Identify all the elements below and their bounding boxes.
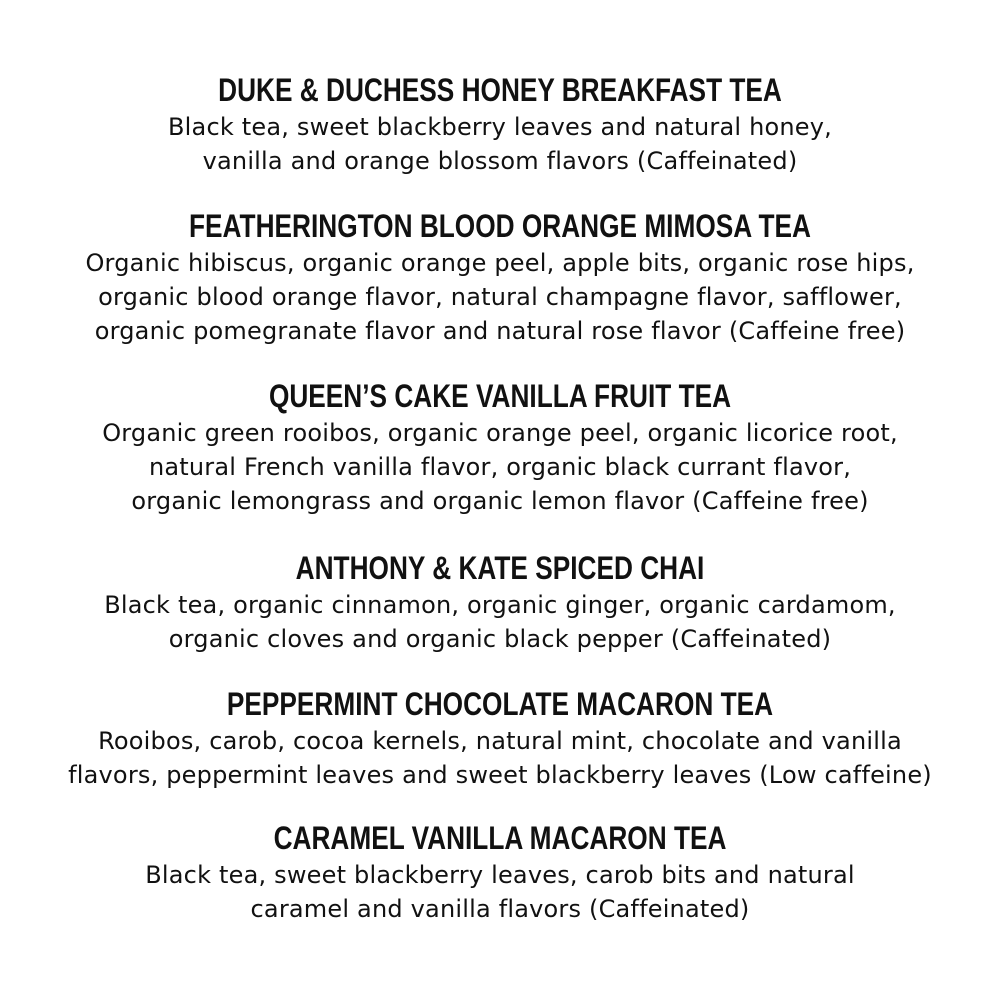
tea-description-line: Organic green rooibos, organic orange peel, organic licorice root, (102, 419, 898, 447)
tea-name: CARAMEL VANILLA MACARON TEA (273, 820, 727, 856)
tea-description-line: flavors, peppermint leaves and sweet blackberry leaves (Low caffeine) (68, 761, 932, 789)
tea-description (0, 724, 1000, 792)
tea-item (0, 376, 1000, 518)
tea-name: QUEEN’S CAKE VANILLA FRUIT TEA (268, 378, 732, 414)
tea-item (0, 70, 1000, 178)
tea-description-line: organic lemongrass and organic lemon flavor (Caffeine free) (131, 487, 869, 515)
tea-description (0, 246, 1000, 348)
tea-name: FEATHERINGTON BLOOD ORANGE MIMOSA TEA (189, 208, 811, 244)
tea-description (0, 110, 1000, 178)
tea-description-line: Black tea, organic cinnamon, organic ginger, organic cardamom, (104, 591, 896, 619)
tea-name: DUKE & DUCHESS HONEY BREAKFAST TEA (218, 72, 782, 108)
tea-description-line: vanilla and orange blossom flavors (Caffeinated) (202, 147, 798, 175)
tea-description-line: caramel and vanilla flavors (Caffeinated) (250, 895, 750, 923)
tea-description-line: Organic hibiscus, organic orange peel, apple bits, organic rose hips, (85, 249, 915, 277)
tea-description (0, 858, 1000, 926)
tea-description-line: organic pomegranate flavor and natural rose flavor (Caffeine free) (94, 317, 906, 345)
tea-item (0, 818, 1000, 926)
tea-item (0, 206, 1000, 348)
tea-description-line: organic blood orange flavor, natural champagne flavor, safflower, (98, 283, 902, 311)
tea-description-line: Rooibos, carob, cocoa kernels, natural mint, chocolate and vanilla (98, 727, 902, 755)
tea-description-line: Black tea, sweet blackberry leaves, carob bits and natural (145, 861, 855, 889)
tea-description-line: organic cloves and organic black pepper (Caffeinated) (168, 625, 832, 653)
tea-description (0, 416, 1000, 518)
tea-name: ANTHONY & KATE SPICED CHAI (295, 550, 705, 586)
tea-item (0, 548, 1000, 656)
tea-description (0, 588, 1000, 656)
tea-item (0, 684, 1000, 792)
tea-name: PEPPERMINT CHOCOLATE MACARON TEA (226, 686, 774, 722)
tea-description-line: Black tea, sweet blackberry leaves and natural honey, (168, 113, 832, 141)
tea-description-line: natural French vanilla flavor, organic black currant flavor, (148, 453, 852, 481)
